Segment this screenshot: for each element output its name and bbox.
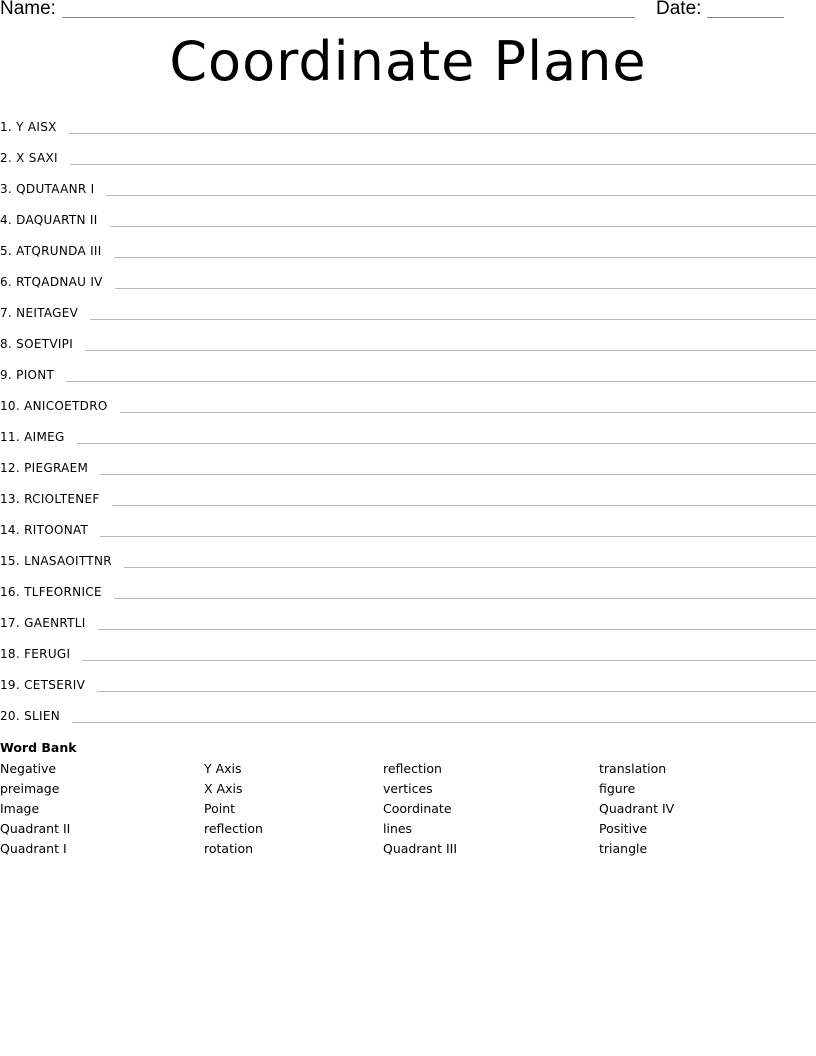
- question-row: [0, 360, 816, 391]
- word-bank-word: rotation: [204, 841, 254, 856]
- question-text: 20. SLIEN: [0, 709, 60, 723]
- answer-line[interactable]: [100, 474, 816, 475]
- word-bank-column: [204, 759, 263, 859]
- question-row: [0, 515, 816, 546]
- word-bank-word: X Axis: [204, 781, 243, 796]
- question-row: [0, 484, 816, 515]
- question-row: [0, 422, 816, 453]
- word-bank-word: figure: [599, 781, 636, 796]
- question-row: [0, 143, 816, 174]
- answer-line[interactable]: [70, 164, 816, 165]
- question-row: [0, 391, 816, 422]
- answer-line[interactable]: [124, 567, 816, 568]
- answer-line[interactable]: [114, 257, 816, 258]
- question-row: [0, 174, 816, 205]
- word-bank-column: [383, 759, 457, 859]
- answer-line[interactable]: [98, 629, 816, 630]
- word-bank-word: Image: [0, 801, 40, 816]
- question-row: [0, 670, 816, 701]
- question-text: 7. NEITAGEV: [0, 306, 79, 320]
- question-text: 11. AIMEG: [0, 430, 65, 444]
- word-bank-word: Positive: [599, 821, 648, 836]
- question-text: 10. ANICOETDRO: [0, 399, 108, 413]
- word-bank-title: Word Bank: [0, 740, 77, 755]
- question-text: 16. TLFEORNICE: [0, 585, 102, 599]
- question-text: 15. LNASAOITTNR: [0, 554, 112, 568]
- word-bank-word: reflection: [383, 761, 442, 776]
- name-line[interactable]: [62, 17, 635, 18]
- question-text: 4. DAQUARTN II: [0, 213, 98, 227]
- word-bank-word: lines: [383, 821, 413, 836]
- answer-line[interactable]: [115, 288, 816, 289]
- word-bank: [0, 739, 816, 869]
- question-text: 6. RTQADNAU IV: [0, 275, 103, 289]
- header: [0, 0, 816, 24]
- question-row: [0, 453, 816, 484]
- answer-line[interactable]: [114, 598, 816, 599]
- word-bank-word: Quadrant II: [0, 821, 71, 836]
- word-bank-column: [0, 759, 70, 859]
- answer-line[interactable]: [90, 319, 816, 320]
- question-row: [0, 701, 816, 732]
- question-row: [0, 639, 816, 670]
- answer-line[interactable]: [97, 691, 816, 692]
- question-text: 5. ATQRUNDA III: [0, 244, 102, 258]
- answer-line[interactable]: [112, 505, 816, 506]
- answer-line[interactable]: [72, 722, 816, 723]
- word-bank-word: Negative: [0, 761, 57, 776]
- word-bank-word: preimage: [0, 781, 60, 796]
- question-row: [0, 577, 816, 608]
- answer-line[interactable]: [110, 226, 816, 227]
- question-text: 3. QDUTAANR I: [0, 182, 95, 196]
- question-text: 18. FERUGI: [0, 647, 71, 661]
- word-bank-word: Coordinate: [383, 801, 452, 816]
- page-title: Coordinate Plane: [169, 30, 647, 93]
- date-label: Date:: [656, 0, 702, 19]
- word-bank-word: reflection: [204, 821, 263, 836]
- answer-line[interactable]: [100, 536, 816, 537]
- answer-line[interactable]: [82, 660, 816, 661]
- question-row: [0, 236, 816, 267]
- question-text: 2. X SAXI: [0, 151, 58, 165]
- word-bank-grid: [0, 759, 816, 869]
- question-text: 1. Y AISX: [0, 120, 57, 134]
- question-row: [0, 205, 816, 236]
- question-row: [0, 329, 816, 360]
- answer-line[interactable]: [106, 195, 816, 196]
- question-row: [0, 298, 816, 329]
- question-row: [0, 546, 816, 577]
- answer-line[interactable]: [120, 412, 816, 413]
- question-row: [0, 608, 816, 639]
- date-line[interactable]: [707, 17, 784, 18]
- question-text: 8. SOETVIPI: [0, 337, 74, 351]
- word-bank-word: vertices: [383, 781, 433, 796]
- word-bank-word: Quadrant IV: [599, 801, 675, 816]
- question-text: 12. PIEGRAEM: [0, 461, 89, 475]
- word-bank-word: Quadrant III: [383, 841, 458, 856]
- answer-line[interactable]: [77, 443, 816, 444]
- answer-line[interactable]: [85, 350, 816, 351]
- word-bank-word: Y Axis: [204, 761, 242, 776]
- question-text: 19. CETSERIV: [0, 678, 86, 692]
- answer-line[interactable]: [66, 381, 816, 382]
- word-bank-word: translation: [599, 761, 667, 776]
- question-text: 9. PIONT: [0, 368, 55, 382]
- question-text: 17. GAENRTLI: [0, 616, 86, 630]
- word-bank-word: Point: [204, 801, 236, 816]
- question-row: [0, 267, 816, 298]
- word-bank-word: triangle: [599, 841, 648, 856]
- question-text: 14. RITOONAT: [0, 523, 89, 537]
- word-bank-word: Quadrant I: [0, 841, 67, 856]
- question-list: [0, 112, 816, 732]
- word-bank-column: [599, 759, 674, 859]
- question-text: 13. RCIOLTENEF: [0, 492, 100, 506]
- question-row: [0, 112, 816, 143]
- name-label: Name:: [0, 0, 56, 19]
- answer-line[interactable]: [69, 133, 816, 134]
